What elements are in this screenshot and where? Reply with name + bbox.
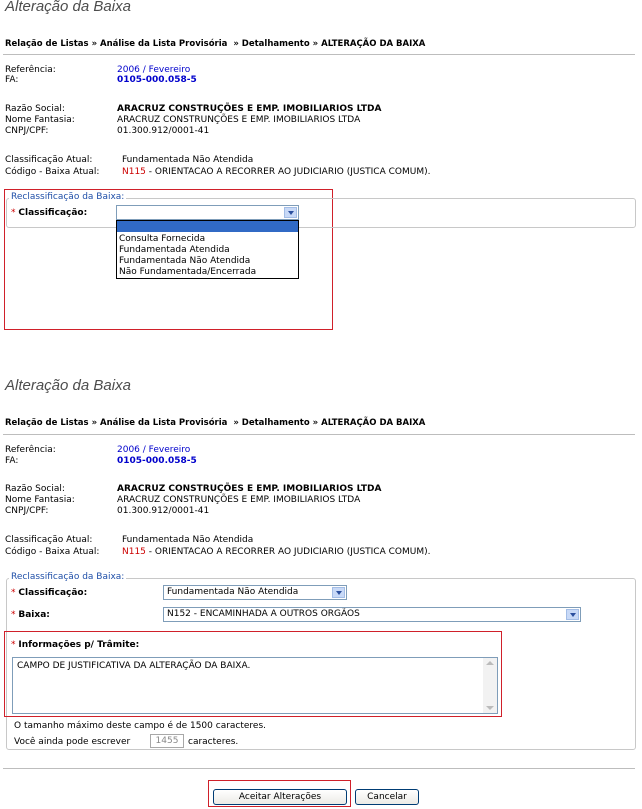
classificacao-select-open[interactable]	[116, 205, 299, 220]
fantasia-value: ARACRUZ CONSTRUNÇÕES E EMP. IMOBILIARIOS LTDA	[117, 115, 361, 125]
classif-atual-value: Fundamentada Não Atendida	[122, 535, 254, 545]
razao-value: ARACRUZ CONSTRUÇÕES E EMP. IMOBILIARIOS LTDA	[117, 484, 382, 494]
classif-atual-label: Classificação Atual:	[5, 155, 93, 165]
fantasia-label: Nome Fantasia:	[5, 495, 75, 505]
reclassificacao-legend: Reclassificação da Baixa:	[11, 192, 125, 202]
fantasia-value: ARACRUZ CONSTRUNÇÕES E EMP. IMOBILIARIOS LTDA	[117, 495, 361, 505]
breadcrumb-2: Relação de Listas » Análise da Lista Provisória » Detalhamento » ALTERAÇÃO DA BAIXA	[5, 418, 426, 428]
codigo-baixa-code: N115	[122, 167, 146, 177]
cnpj-label: CNPJ/CPF:	[5, 506, 49, 516]
scroll-up-icon[interactable]	[486, 661, 494, 665]
dropdown-option[interactable]: Fundamentada Não Atendida	[119, 256, 251, 266]
cnpj-label: CNPJ/CPF:	[5, 126, 49, 136]
dropdown-option[interactable]: Fundamentada Atendida	[119, 245, 230, 255]
fa-value: 0105-000.058-5	[117, 75, 197, 85]
breadcrumb: Relação de Listas » Análise da Lista Provisória » Detalhamento » ALTERAÇÃO DA BAIXA	[5, 39, 426, 49]
breadcrumb-link-relacao[interactable]: Relação de Listas	[5, 39, 89, 49]
breadcrumb-link-detalhamento[interactable]: Detalhamento	[241, 39, 310, 49]
classificacao-field-label: * Classificação:	[11, 208, 88, 218]
breadcrumb-link-analise[interactable]: Análise da Lista Provisória	[100, 39, 228, 49]
razao-value: ARACRUZ CONSTRUÇÕES E EMP. IMOBILIARIOS LTDA	[117, 104, 382, 114]
max-length-note: O tamanho máximo deste campo é de 1500 caracteres.	[14, 721, 267, 731]
codigo-baixa-value	[122, 547, 430, 557]
breadcrumb-link-relacao[interactable]: Relação de Listas	[5, 418, 89, 428]
razao-label: Razão Social:	[5, 484, 65, 494]
reclassificacao-legend: Reclassificação da Baixa:	[11, 572, 125, 582]
cnpj-value: 01.300.912/0001-41	[117, 126, 210, 136]
breadcrumb-current: ALTERAÇÃO DA BAIXA	[321, 418, 426, 428]
remaining-count-input: 1455	[150, 734, 184, 748]
chevron-down-icon[interactable]	[284, 207, 297, 218]
informacoes-textarea[interactable]: CAMPO DE JUSTIFICATIVA DA ALTERAÇÃO DA BAIXA.	[12, 657, 498, 714]
fa-value: 0105-000.058-5	[117, 456, 197, 466]
scroll-down-icon[interactable]	[486, 706, 494, 710]
classif-atual-label: Classificação Atual:	[5, 535, 93, 545]
reclassificacao-fieldset	[6, 198, 636, 228]
codigo-baixa-label: Código - Baixa Atual:	[5, 167, 100, 177]
codigo-baixa-desc: - ORIENTACAO A RECORRER AO JUDICIARIO (JUSTICA COMUM).	[148, 167, 431, 177]
informacoes-field-label: * Informações p/ Trâmite:	[11, 640, 140, 650]
dropdown-option[interactable]: Consulta Fornecida	[119, 234, 206, 244]
chevron-down-icon[interactable]	[332, 587, 345, 598]
chevron-down-icon[interactable]	[566, 609, 579, 620]
razao-label: Razão Social:	[5, 104, 65, 114]
breadcrumb-current: ALTERAÇÃO DA BAIXA	[321, 39, 426, 49]
divider	[3, 54, 635, 55]
breadcrumb-link-detalhamento[interactable]: Detalhamento	[241, 418, 310, 428]
divider	[3, 768, 635, 769]
remaining-prefix: Você ainda pode escrever	[14, 737, 131, 747]
page-title-2: Alteração da Baixa	[5, 377, 131, 394]
divider	[3, 434, 635, 435]
referencia-value: 2006 / Fevereiro	[117, 445, 191, 455]
referencia-label: Referência:	[5, 65, 56, 75]
dropdown-option-blank[interactable]	[117, 221, 298, 232]
classificacao-select[interactable]: Fundamentada Não Atendida	[163, 585, 347, 600]
cnpj-value: 01.300.912/0001-41	[117, 506, 210, 516]
fa-label: FA:	[5, 456, 19, 466]
codigo-baixa-desc: - ORIENTACAO A RECORRER AO JUDICIARIO (JUSTICA COMUM).	[148, 547, 431, 557]
fa-label: FA:	[5, 75, 19, 85]
codigo-baixa-code: N115	[122, 547, 146, 557]
page-title: Alteração da Baixa	[5, 0, 131, 15]
remaining-suffix: caracteres.	[188, 737, 239, 747]
codigo-baixa-label: Código - Baixa Atual:	[5, 547, 100, 557]
referencia-label: Referência:	[5, 445, 56, 455]
breadcrumb-link-analise[interactable]: Análise da Lista Provisória	[100, 418, 228, 428]
accept-changes-button[interactable]: Aceitar Alterações	[213, 789, 347, 805]
dropdown-option[interactable]: Não Fundamentada/Encerrada	[119, 267, 257, 277]
referencia-value: 2006 / Fevereiro	[117, 65, 191, 75]
textarea-scrollbar[interactable]	[483, 658, 497, 713]
fantasia-label: Nome Fantasia:	[5, 115, 75, 125]
classif-atual-value: Fundamentada Não Atendida	[122, 155, 254, 165]
cancel-button[interactable]: Cancelar	[355, 789, 419, 805]
classificacao-dropdown-list	[116, 220, 299, 279]
baixa-field-label: * Baixa:	[11, 610, 50, 620]
baixa-select[interactable]: N152 - ENCAMINHADA A OUTROS ORGÃOS	[163, 607, 581, 622]
classificacao-field-label: * Classificação:	[11, 588, 88, 598]
codigo-baixa-value	[122, 167, 430, 177]
